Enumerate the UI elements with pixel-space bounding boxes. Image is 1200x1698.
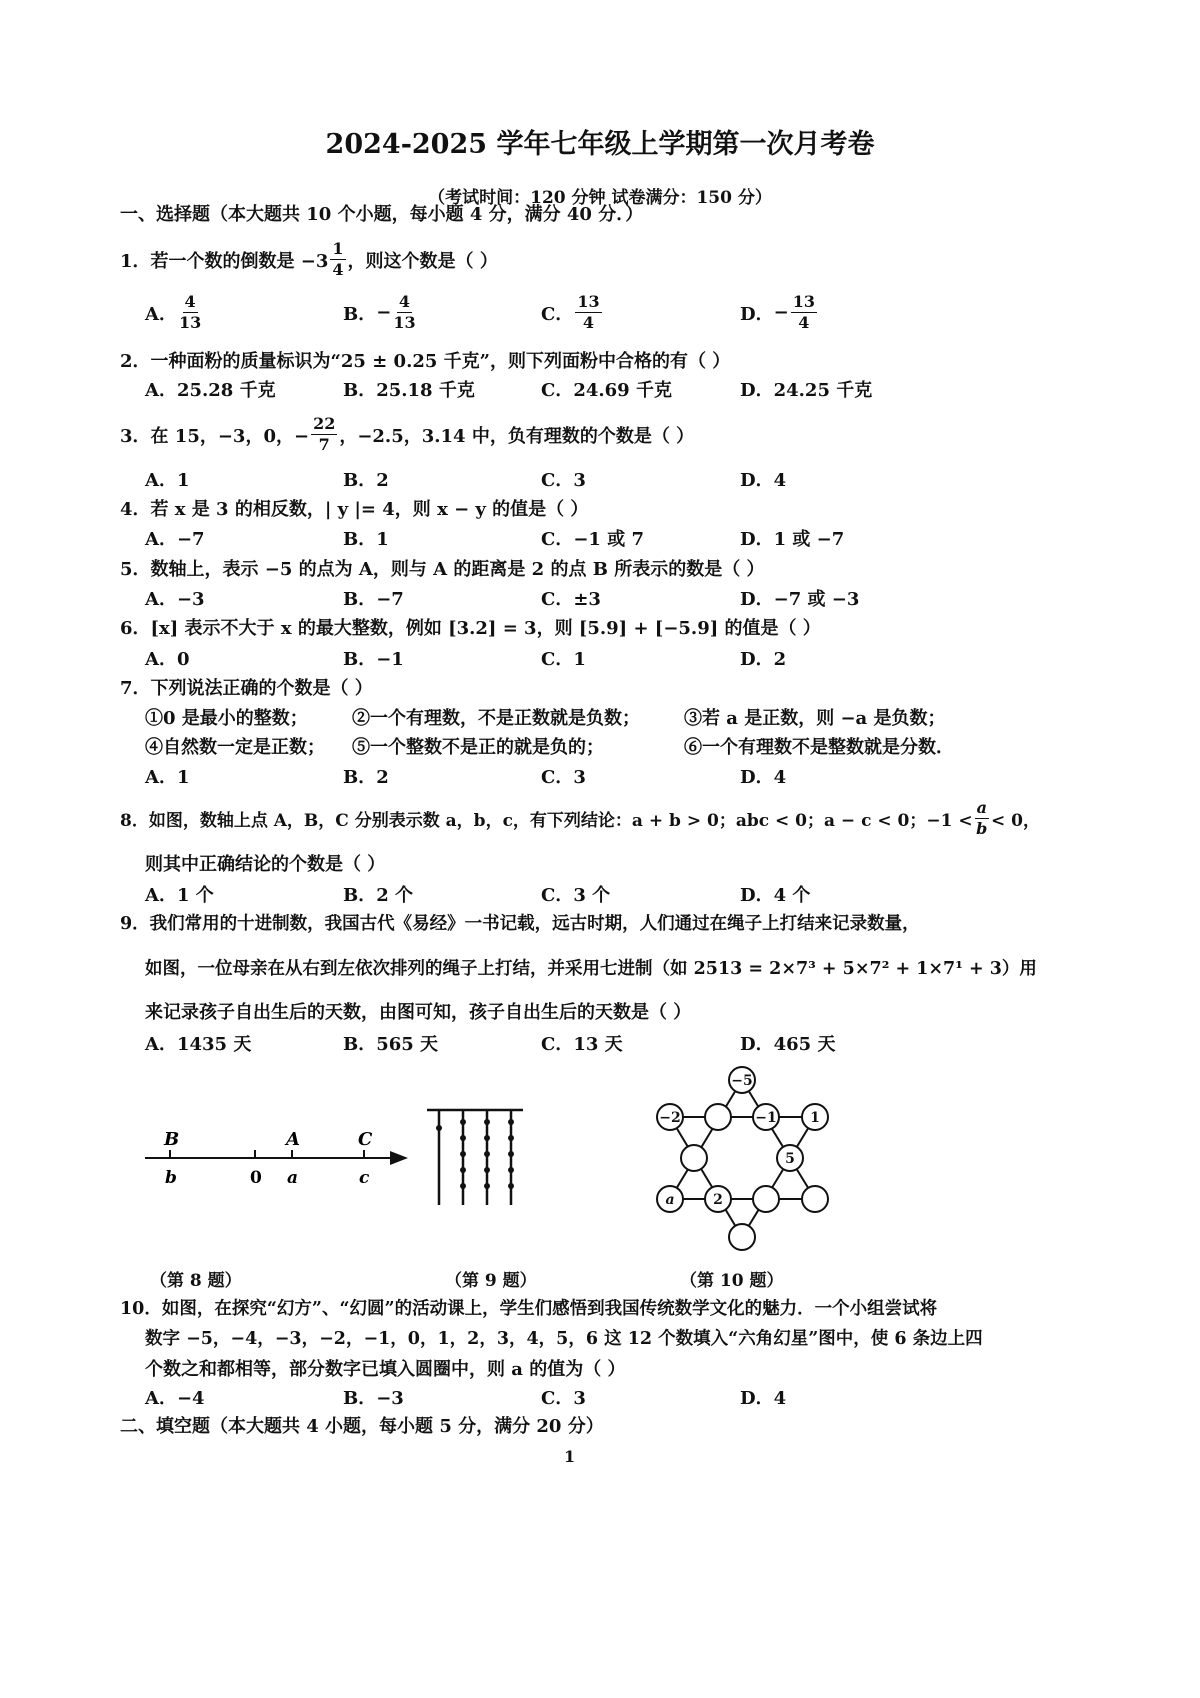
q8-option-c[interactable]: C．3 个 bbox=[541, 885, 611, 906]
q7-statement-3: ③若 a 是正数，则 −a 是负数； bbox=[684, 708, 946, 729]
q7-option-b[interactable]: B．2 bbox=[343, 767, 389, 788]
q1-suffix: ，则这个数是（ ） bbox=[347, 250, 498, 272]
q7-statement-6: ⑥一个有理数不是整数就是分数． bbox=[684, 737, 954, 758]
exam-info: （考试时间：120 分钟 试卷满分：150 分） bbox=[428, 188, 772, 208]
q2-option-a[interactable]: A．25.28 千克 bbox=[145, 380, 276, 401]
q10-option-d[interactable]: D．4 bbox=[740, 1388, 787, 1409]
q6-option-b[interactable]: B．−1 bbox=[343, 649, 404, 670]
q5-option-d[interactable]: D．−7 或 −3 bbox=[740, 589, 860, 610]
circle-upper-inner-right-value: −1 bbox=[755, 1110, 777, 1126]
q1-option-d[interactable]: D． − $\frac{13}{4}$ bbox=[740, 292, 815, 332]
question-1 bbox=[120, 239, 498, 280]
question-10-line-3: 个数之和都相等，部分数字已填入圆圈中，则 a 的值为（ ） bbox=[145, 1359, 626, 1380]
figure-9-caption: （第 9 题） bbox=[445, 1271, 537, 1291]
q10-option-a[interactable]: A．−4 bbox=[145, 1388, 205, 1409]
value-a: a bbox=[287, 1168, 299, 1188]
q5-option-b[interactable]: B．−7 bbox=[343, 589, 404, 610]
circle-top-value: −5 bbox=[731, 1073, 753, 1089]
circle-right-value: 5 bbox=[785, 1151, 795, 1167]
hexagram-circles bbox=[657, 1067, 828, 1250]
question-7: 7．下列说法正确的个数是（ ） bbox=[120, 678, 373, 699]
q8-option-b[interactable]: B．2 个 bbox=[343, 885, 414, 906]
q9-option-d[interactable]: D．465 天 bbox=[740, 1034, 836, 1055]
q6-option-d[interactable]: D．2 bbox=[740, 649, 787, 670]
q7-statement-5: ⑤一个整数不是正的就是负的； bbox=[352, 737, 604, 758]
question-3: 3．在 15，−3，0，− $\frac{22}{7}$ ，−2.5，3.14 中，负有理数的个数是（ ） bbox=[120, 414, 695, 454]
q10-option-b[interactable]: B．−3 bbox=[343, 1388, 404, 1409]
hexagram-figure bbox=[650, 1062, 835, 1252]
q1-prefix: 1．若一个数的倒数是 −3 bbox=[120, 250, 329, 272]
q8-option-a[interactable]: A．1 个 bbox=[145, 885, 214, 906]
figure-8-caption: （第 8 题） bbox=[150, 1271, 242, 1291]
question-9-line-3: 来记录孩子自出生后的天数，由图可知，孩子自出生后的天数是（ ） bbox=[145, 1002, 692, 1023]
value-c: c bbox=[359, 1168, 370, 1188]
q7-statement-2: ②一个有理数，不是正数就是负数； bbox=[352, 708, 640, 729]
figure-10-caption: （第 10 题） bbox=[680, 1271, 784, 1291]
q8-option-d[interactable]: D．4 个 bbox=[740, 885, 811, 906]
value-b: b bbox=[165, 1168, 177, 1188]
q7-option-a[interactable]: A．1 bbox=[145, 767, 190, 788]
q3-option-c[interactable]: C．3 bbox=[541, 470, 586, 491]
q3-option-b[interactable]: B．2 bbox=[343, 470, 389, 491]
question-4: 4．若 x 是 3 的相反数，| y |= 4，则 x − y 的值是（ ） bbox=[120, 499, 589, 520]
q7-option-c[interactable]: C．3 bbox=[541, 767, 586, 788]
q6-option-c[interactable]: C．1 bbox=[541, 649, 586, 670]
q2-option-d[interactable]: D．24.25 千克 bbox=[740, 380, 873, 401]
rope-knots bbox=[436, 1119, 514, 1189]
label-C: C bbox=[358, 1129, 373, 1150]
question-9-line-2: 如图，一位母亲在从右到左依次排列的绳子上打结，并采用七进制（如 2513 = 2×7³ + 5×7² + 1×7¹ + 3）用 bbox=[145, 959, 1037, 979]
section-2-title: 二、填空题（本大题共 4 小题，每小题 5 分，满分 20 分） bbox=[120, 1416, 604, 1437]
question-8: 8．如图，数轴上点 A，B，C 分别表示数 a，b，c，有下列结论：a + b > 0；abc < 0；a − c < 0；−1 < $\frac{a}{b}$ < 0， bbox=[120, 798, 1040, 838]
q4-option-a[interactable]: A．−7 bbox=[145, 529, 205, 550]
q9-option-c[interactable]: C．13 天 bbox=[541, 1034, 623, 1055]
question-2: 2．一种面粉的质量标识为“25 ± 0.25 千克”，则下列面粉中合格的有（ ） bbox=[120, 351, 731, 372]
page-number: 1 bbox=[564, 1447, 576, 1466]
q1-option-b[interactable]: B． − $\frac{4}{13}$ bbox=[343, 292, 416, 332]
q4-option-c[interactable]: C．−1 或 7 bbox=[541, 529, 644, 550]
q9-option-a[interactable]: A．1435 天 bbox=[145, 1034, 252, 1055]
question-8-line-2: 则其中正确结论的个数是（ ） bbox=[145, 854, 386, 875]
q10-option-c[interactable]: C．3 bbox=[541, 1388, 586, 1409]
label-A: A bbox=[286, 1129, 300, 1150]
circle-upper-left-value: −2 bbox=[659, 1110, 681, 1126]
q5-option-a[interactable]: A．−3 bbox=[145, 589, 205, 610]
q3-option-a[interactable]: A．1 bbox=[145, 470, 190, 491]
number-line-figure bbox=[140, 1120, 420, 1200]
q1-option-a[interactable]: A． $\frac{4}{13}$ bbox=[145, 292, 202, 332]
q3-option-d[interactable]: D．4 bbox=[740, 470, 787, 491]
q6-option-a[interactable]: A．0 bbox=[145, 649, 190, 670]
q9-option-b[interactable]: B．565 天 bbox=[343, 1034, 439, 1055]
q1-fraction: $\frac{1}{4}$ bbox=[332, 239, 344, 279]
question-10-line-2: 数字 −5，−4，−3，−2，−1，0，1，2，3，4，5，6 这 12 个数填入“六角幻星”图中，使 6 条边上四 bbox=[145, 1329, 983, 1349]
q4-option-b[interactable]: B．1 bbox=[343, 529, 389, 550]
q2-option-b[interactable]: B．25.18 千克 bbox=[343, 380, 475, 401]
q5-option-c[interactable]: C．±3 bbox=[541, 589, 601, 610]
question-10: 10．如图，在探究“幻方”、“幻圆”的活动课上，学生们感悟到我国传统数学文化的魅力．一个小组尝试将 bbox=[120, 1299, 938, 1319]
circle-lower-left-value: a bbox=[665, 1192, 675, 1208]
question-5: 5．数轴上，表示 −5 的点为 A，则与 A 的距离是 2 的点 B 所表示的数是（ ） bbox=[120, 559, 765, 580]
q7-statement-1: ①0 是最小的整数； bbox=[145, 708, 308, 729]
q2-option-c[interactable]: C．24.69 千克 bbox=[541, 380, 672, 401]
q1-option-c[interactable]: C． $\frac{13}{4}$ bbox=[541, 292, 600, 332]
section-1-title: 一、选择题（本大题共 10 个小题，每小题 4 分，满分 40 分．） bbox=[120, 204, 644, 225]
page-title: 2024-2025 学年七年级上学期第一次月考卷 bbox=[325, 129, 875, 160]
q7-option-d[interactable]: D．4 bbox=[740, 767, 787, 788]
circle-lower-inner-left-value: 2 bbox=[713, 1192, 723, 1208]
value-0: 0 bbox=[250, 1168, 262, 1188]
q7-statement-4: ④自然数一定是正数； bbox=[145, 737, 325, 758]
question-9: 9．我们常用的十进制数，我国古代《易经》一书记载，远古时期，人们通过在绳子上打结来记录数量， bbox=[120, 914, 920, 934]
q4-option-d[interactable]: D．1 或 −7 bbox=[740, 529, 845, 550]
number-line-arrow-icon bbox=[390, 1151, 408, 1165]
label-B: B bbox=[164, 1129, 180, 1150]
circle-upper-right-value: 1 bbox=[810, 1110, 820, 1126]
question-6: 6．[x] 表示不大于 x 的最大整数，例如 [3.2] = 3，则 [5.9] + [−5.9] 的值是（ ） bbox=[120, 618, 821, 639]
knotted-ropes-figure bbox=[425, 1100, 530, 1210]
